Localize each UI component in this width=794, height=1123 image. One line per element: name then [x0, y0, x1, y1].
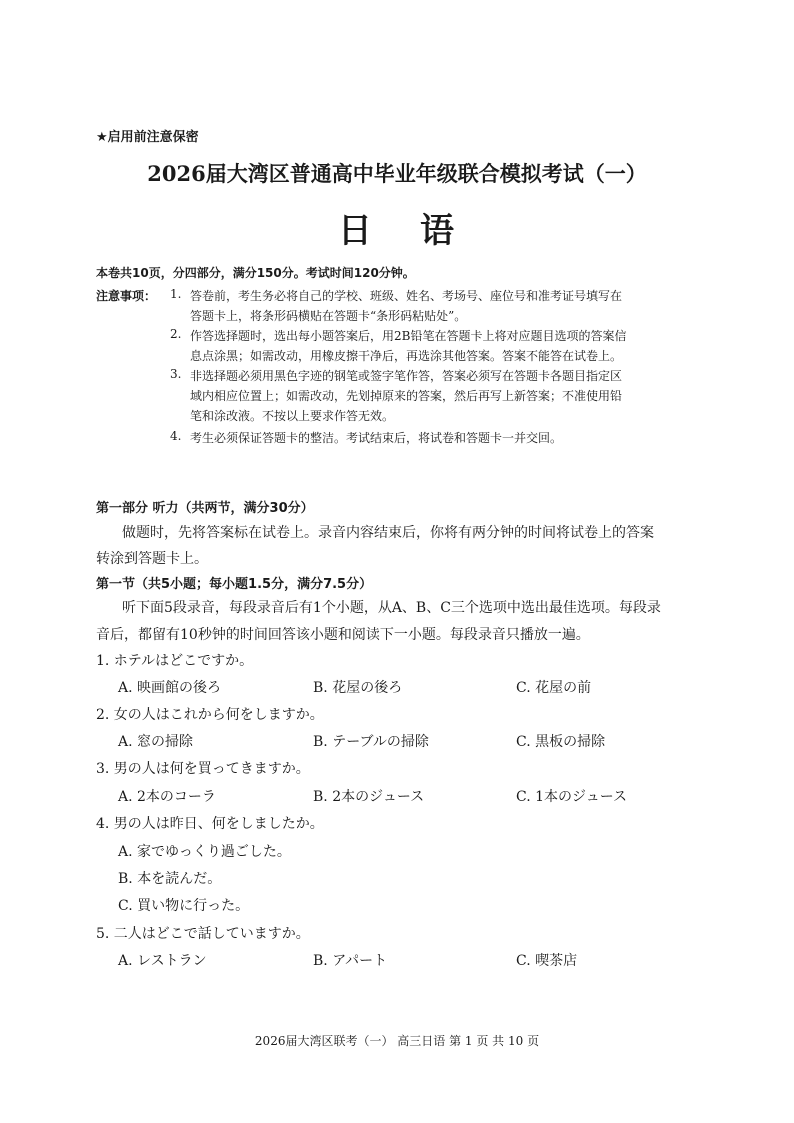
page-footer: 2026届大湾区联考（一） 高三日语 第 1 页 共 10 页 [254, 1034, 540, 1048]
question-2: 2. 女の人はこれから何をしますか。 [96, 707, 324, 723]
notice-num-1: 1. [170, 287, 182, 301]
option-a: A. 映画館の後ろ [118, 680, 222, 696]
option-c: C. 喫茶店 [516, 953, 578, 969]
question-4: 4. 男の人は昨日、何をしましたか。 [96, 816, 324, 832]
option-c: C. 黒板の掃除 [516, 734, 606, 750]
option-b: B. アパート [313, 953, 388, 969]
option-a: A. 窓の掃除 [118, 734, 194, 750]
notice-num-2: 2. [170, 327, 182, 341]
question-5: 5. 二人はどこで話していますか。 [96, 926, 310, 942]
exam-title: 2026届大湾区普通高中毕业年级联合模拟考试（一） [147, 161, 647, 186]
subject-title [0, 203, 794, 252]
exam-summary: 本卷共10页，分四部分，满分150分。考试时间120分钟。 [96, 266, 415, 280]
subject-char-2: 语 [420, 211, 456, 251]
question-1: 1. ホテルはどこですか。 [96, 653, 254, 669]
question-3: 3. 男の人は何を買ってきますか。 [96, 761, 310, 777]
part1-instruction: 做题时，先将答案标在试卷上。录音内容结束后，你将有两分钟的时间将试卷上的答案 [122, 525, 654, 541]
notice-line: 非选择题必须用黑色字迹的钢笔或签字笔作答，答案必须写在答题卡各题目指定区 [190, 369, 623, 383]
section1-instruction: 听下面5段录音，每段录音后有1个小题，从A、B、C三个选项中选出最佳选项。每段录 [122, 600, 661, 616]
option-b: B. 花屋の後ろ [313, 680, 403, 696]
notice-line: 答题卡上，将条形码横贴在答题卡“条形码粘贴处”。 [190, 309, 467, 323]
notice-line: 域内相应位置上；如需改动，先划掉原来的答案，然后再写上新答案；不准使用铅 [190, 389, 623, 403]
section1-instruction: 音后，都留有10秒钟的时间回答该小题和阅读下一小题。每段录音只播放一遍。 [96, 627, 590, 643]
option-c: C. 買い物に行った。 [118, 898, 250, 914]
notice-num-3: 3. [170, 367, 182, 381]
notice-line: 息点涂黑；如需改动，用橡皮擦干净后，再选涂其他答案。答案不能答在试卷上。 [190, 349, 623, 363]
part1-instruction: 转涂到答题卡上。 [96, 551, 208, 567]
option-c: C. 花屋の前 [516, 680, 592, 696]
option-a: A. 家でゆっくり過ごした。 [118, 844, 291, 860]
option-b: B. 本を読んだ。 [118, 871, 222, 887]
notice-line: 答卷前，考生务必将自己的学校、班级、姓名、考场号、座位号和准考证号填写在 [190, 289, 623, 303]
confidential-notice: ★启用前注意保密 [96, 130, 199, 145]
subject-char-1: 日 [338, 211, 374, 251]
option-a: A. 2本のコーラ [118, 789, 216, 805]
option-b: B. テーブルの掃除 [313, 734, 429, 750]
option-a: A. レストラン [118, 953, 207, 969]
notice-label: 注意事项： [96, 289, 157, 303]
section1-heading: 第一节（共5小题；每小题1.5分，满分7.5分） [96, 577, 373, 592]
notice-line: 笔和涂改液。不按以上要求作答无效。 [190, 409, 395, 423]
notice-line: 作答选择题时，选出每小题答案后，用2B铅笔在答题卡上将对应题目选项的答案信 [190, 329, 627, 343]
notice-num-4: 4. [170, 429, 182, 443]
option-b: B. 2本のジュース [313, 789, 425, 805]
notice-line: 考生必须保证答题卡的整洁。考试结束后，将试卷和答题卡一并交回。 [190, 431, 563, 445]
part1-heading: 第一部分 听力（共两节，满分30分） [96, 501, 314, 516]
option-c: C. 1本のジュース [516, 789, 628, 805]
